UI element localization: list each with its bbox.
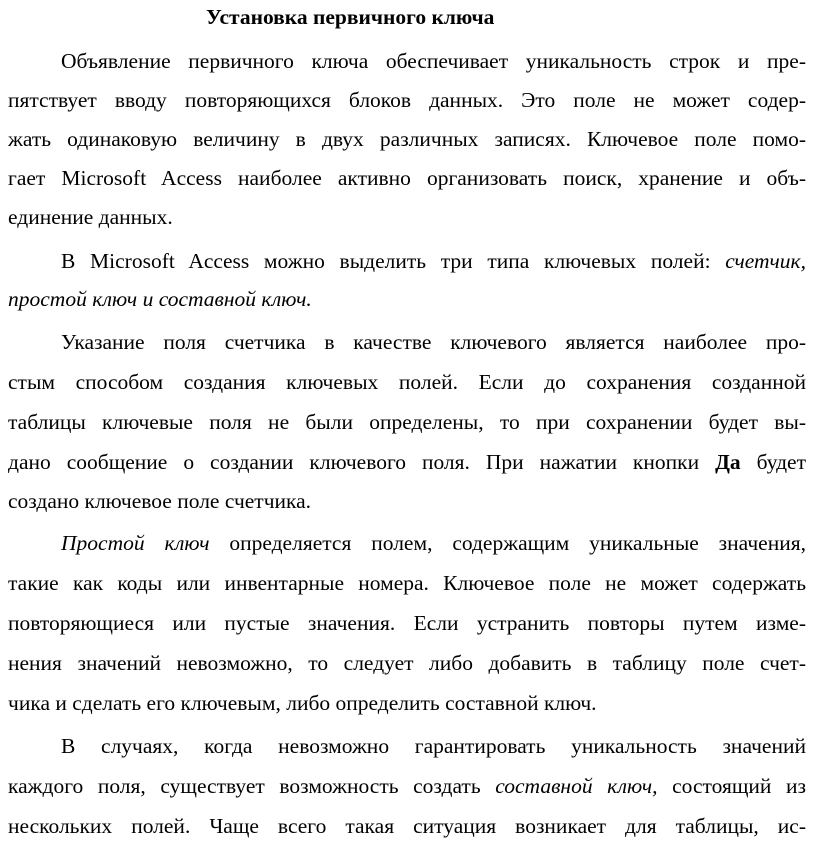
paragraph-3-line-1: Указание поля счетчика в качестве ключевого является наиболее про-: [61, 330, 806, 354]
paragraph-3-line-4: [8, 442, 806, 482]
paragraph-4-line-1: [61, 523, 806, 563]
paragraph-1-line-1: Объявление первичного ключа обеспечивает уникальность строк и пре-: [61, 49, 806, 73]
paragraph-1-line-4: гает Microsoft Access наиболее активно организовать поиск, хранение и объ-: [8, 166, 806, 190]
paragraph-2-text: В Microsoft Access можно выделить три типа ключевых полей:: [61, 249, 726, 273]
paragraph-4-line-3: повторяющиеся или пустые значения. Если устранить повторы путем изме-: [8, 611, 806, 635]
paragraph-3-line-5: создано ключевое поле счетчика.: [8, 489, 312, 513]
paragraph-1-line-2: пятствует вводу повторяющихся блоков данных. Это поле не может содер-: [8, 88, 806, 112]
paragraph-4-line-4: нения значений невозможно, то следует либо добавить в таблицу поле счет-: [8, 651, 806, 675]
paragraph-4-text: определяется полем, содержащим уникальные значения,: [209, 531, 806, 555]
paragraph-5-line-2: [8, 766, 806, 806]
paragraph-3-line-2: стым способом создания ключевых полей. Если до сохранения созданной: [8, 370, 806, 394]
paragraph-3-text-pre: дано сообщение о создании ключевого поля. При нажатии кнопки: [8, 450, 716, 474]
section-title: Установка первичного ключа: [206, 5, 495, 29]
paragraph-4-italic-term: Простой ключ: [61, 531, 210, 555]
paragraph-2-line-2: простой ключ и составной ключ.: [8, 287, 312, 311]
paragraph-2-italic-term: счетчик,: [725, 249, 806, 273]
paragraph-4-line-5: чика и сделать его ключевым, либо определить составной ключ.: [8, 691, 597, 715]
paragraph-5-line-3: нескольких полей. Чаще всего такая ситуация возникает для таблицы, ис-: [8, 814, 806, 838]
paragraph-5-line-1: В случаях, когда невозможно гарантировать уникальность значений: [61, 734, 806, 758]
paragraph-2-line-1: [61, 241, 806, 281]
paragraph-3-line-3: таблицы ключевые поля не были определены, то при сохранении будет вы-: [8, 410, 806, 434]
paragraph-5-text-post: состоящий из: [657, 774, 806, 798]
paragraph-4-line-2: такие как коды или инвентарные номера. Ключевое поле не может содержать: [8, 571, 806, 595]
button-name-da: Да: [715, 450, 741, 474]
paragraph-3-text-post: будет: [740, 450, 806, 474]
paragraph-5-text-pre: каждого поля, существует возможность создать: [8, 774, 496, 798]
paragraph-1-line-5: единение данных.: [8, 205, 173, 229]
paragraph-5-italic-term: составной ключ,: [495, 774, 658, 798]
paragraph-1-line-3: жать одинаковую величину в двух различных записях. Ключевое поле помо-: [8, 127, 806, 151]
